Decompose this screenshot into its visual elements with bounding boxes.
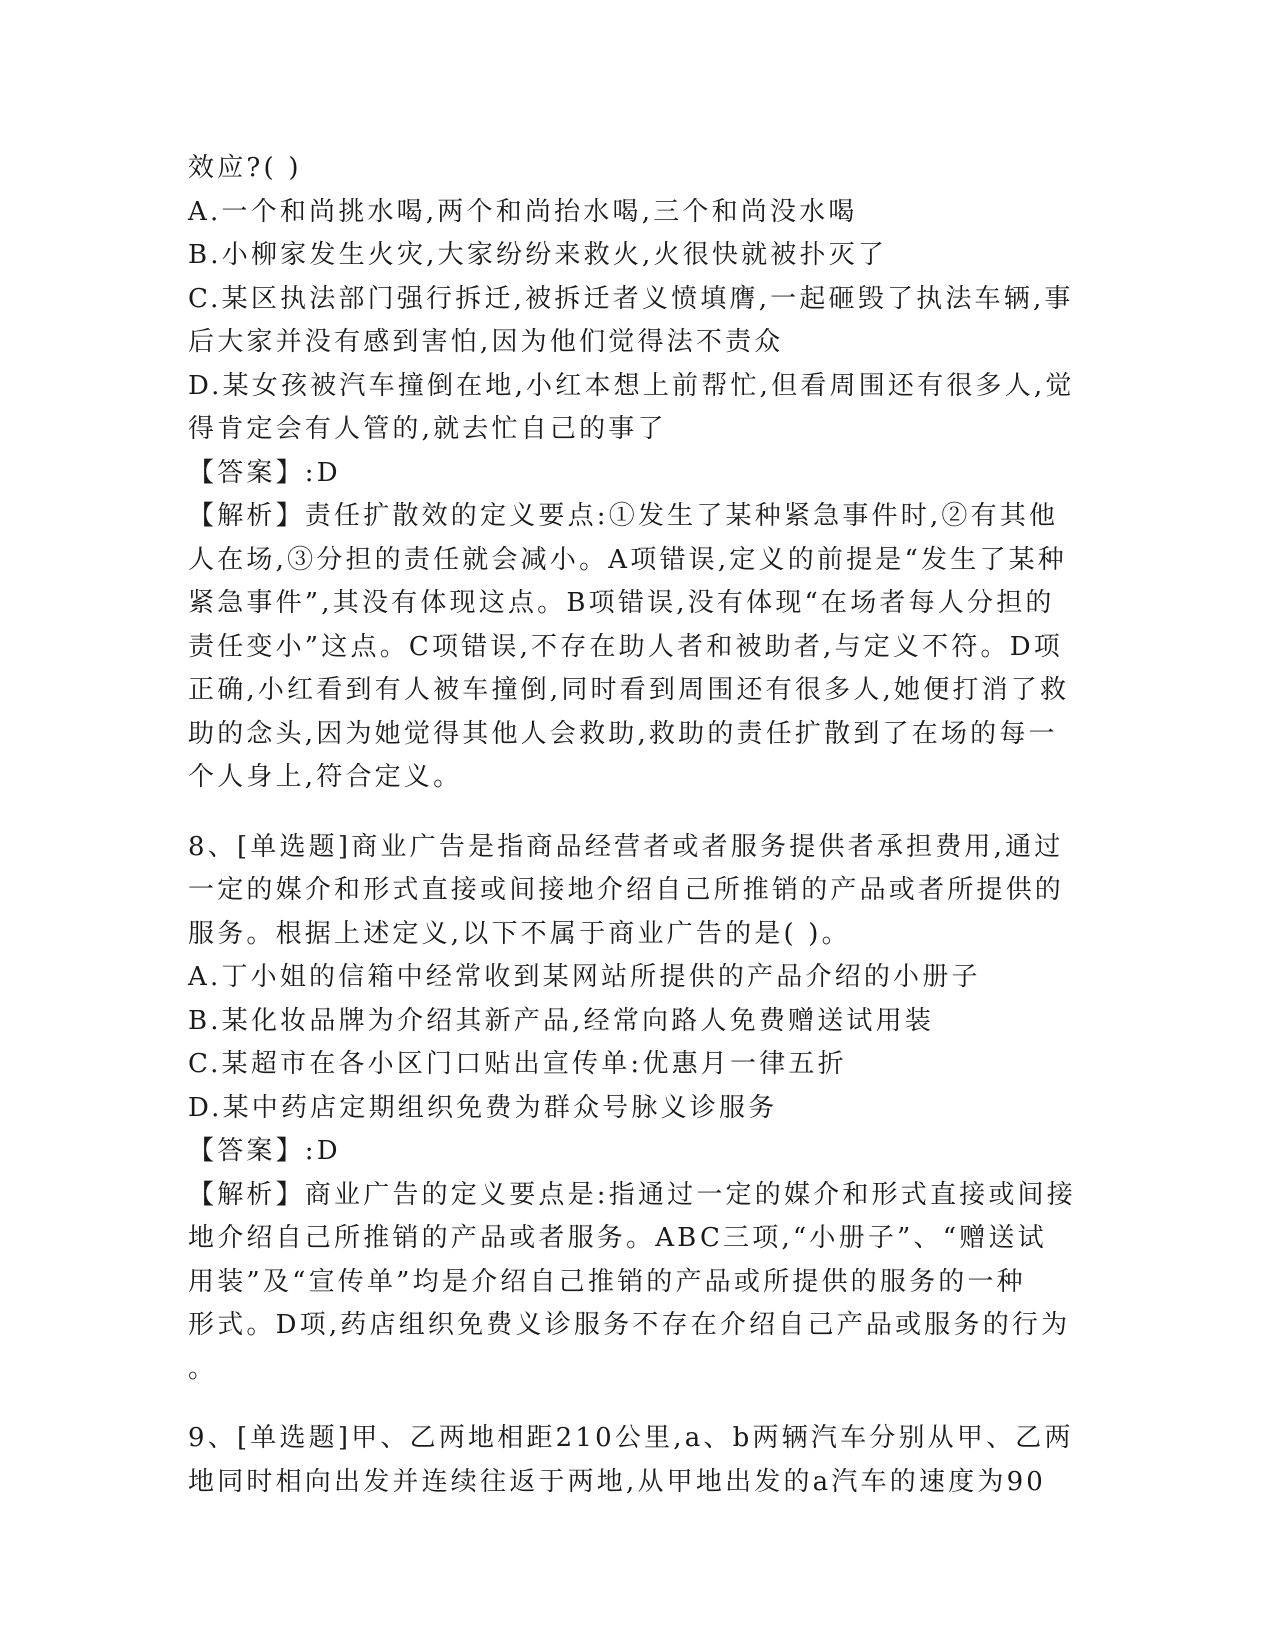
q8-analysis-line: 。 [188, 1353, 218, 1384]
q7-analysis-line: 紧急事件”,其没有体现这点。B项错误,没有体现“在场者每人分担的 [188, 588, 1055, 618]
q8-analysis-line: 地介绍自己所推销的产品或者服务。ABC三项,“小册子”、“赠送试 [188, 1223, 1047, 1253]
q7-analysis-line: 责任变小”这点。C项错误,不存在助人者和被助者,与定义不符。D项 [188, 631, 1063, 662]
document-page [188, 147, 1088, 1504]
q7-option-c-line1: C.某区执法部门强行拆迁,被拆迁者义愤填膺,一起砸毁了执法车辆,事 [188, 283, 1074, 314]
q7-option-d-line2: 得肯定会有人管的,就去忙自己的事了 [188, 414, 667, 444]
q9-stem-line: 9、[单选题]甲、乙两地相距210公里,a、b两辆汽车分别从甲、乙两 [188, 1423, 1074, 1453]
q7-option-b: B.小柳家发生火灾,大家纷纷来救火,火很快就被扑灭了 [188, 240, 888, 270]
q7-option-d-line1: D.某女孩被汽车撞倒在地,小红本想上前帮忙,但看周围还有很多人,觉 [188, 370, 1075, 401]
q8-analysis-line: 用装”及“宣传单”均是介绍自己推销的产品或所提供的服务的一种 [188, 1266, 1026, 1297]
q7-option-a: A.一个和尚挑水喝,两个和尚抬水喝,三个和尚没水喝 [188, 196, 858, 227]
q7-analysis-line: 【解析】责任扩散效的定义要点:①发生了某种紧急事件时,②有其他 [188, 501, 1059, 531]
q8-option-d: D.某中药店定期组织免费为群众号脉义诊服务 [188, 1092, 778, 1123]
q8-option-a: A.丁小姐的信箱中经常收到某网站所提供的产品介绍的小册子 [188, 962, 981, 992]
q8-analysis-line: 形式。D项,药店组织免费义诊服务不存在介绍自己产品或服务的行为 [188, 1310, 1071, 1340]
q8-option-c: C.某超市在各小区门口贴出宣传单:优惠月一律五折 [188, 1049, 847, 1079]
q7-answer: 【答案】:D [188, 457, 341, 488]
question-spacer [188, 800, 1088, 826]
q8-stem-line: 8、[单选题]商业广告是指商品经营者或者服务提供者承担费用,通过 [188, 831, 1064, 862]
q7-analysis-line: 正确,小红看到有人被车撞倒,同时看到周围还有很多人,她便打消了救 [188, 675, 1070, 705]
q8-stem-line: 一定的媒介和形式直接或间接地介绍自己所推销的产品或者所提供的 [188, 875, 1065, 905]
q7-analysis-line: 助的念头,因为她觉得其他人会救助,救助的责任扩散到了在场的每一 [188, 718, 1058, 749]
q8-answer: 【答案】:D [188, 1136, 341, 1166]
q7-option-c-line2: 后大家并没有感到害怕,因为他们觉得法不责众 [188, 327, 784, 357]
q9-stem-line: 地同时相向出发并连续往返于两地,从甲地出发的a汽车的速度为90 [188, 1466, 1047, 1497]
q8-option-b: B.某化妆品牌为介绍其新产品,经常向路人免费赠送试用装 [188, 1005, 935, 1036]
q7-analysis-line: 个人身上,符合定义。 [188, 762, 463, 792]
q7-stem-tail: 效应?( ) [188, 153, 302, 183]
q8-analysis-line: 【解析】商业广告的定义要点是:指通过一定的媒介和形式直接或间接 [188, 1179, 1076, 1210]
q7-analysis-line: 人在场,③分担的责任就会减小。A项错误,定义的前提是“发生了某种 [188, 544, 1067, 575]
question-spacer [188, 1391, 1088, 1417]
q8-stem-line: 服务。根据上述定义,以下不属于商业广告的是( )。 [188, 918, 851, 949]
